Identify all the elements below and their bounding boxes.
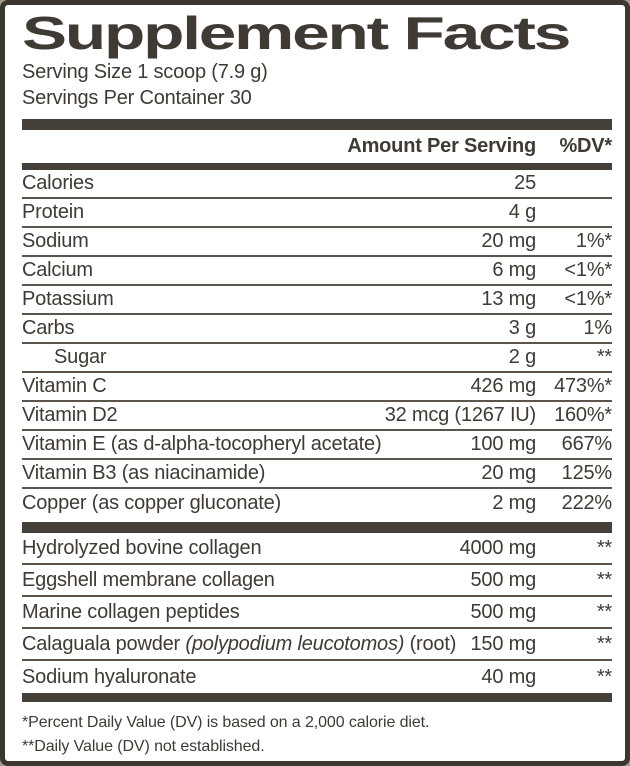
amount-value: 40 mg — [481, 665, 536, 688]
ingredient-name: Marine collagen peptides — [22, 600, 240, 623]
divider-bar-thick — [22, 522, 612, 533]
amount-value: 4 g — [508, 201, 536, 223]
amount-value: 32 mcg (1267 IU) — [384, 404, 536, 426]
table-row — [22, 431, 612, 460]
dv-value: 473%* — [554, 375, 612, 397]
dv-value: 222% — [561, 492, 612, 514]
amount-value: 150 mg — [470, 632, 536, 655]
ingredient-name: Vitamin B3 (as niacinamide) — [22, 462, 266, 484]
nutrient-rows-section — [22, 170, 612, 518]
table-row — [22, 565, 612, 597]
table-row — [22, 373, 612, 402]
dv-value: 160%* — [554, 404, 612, 426]
footnote-dv-not-established: **Daily Value (DV) not established. — [22, 737, 265, 755]
ingredient-name: Vitamin C — [22, 375, 107, 397]
footnotes — [22, 711, 612, 758]
ingredient-name: Vitamin D2 — [22, 404, 118, 426]
dv-value: 667% — [561, 433, 612, 455]
amount-value: 500 mg — [470, 568, 536, 591]
amount-value: 100 mg — [470, 433, 536, 455]
dv-value: ** — [596, 346, 612, 368]
amount-value: 500 mg — [470, 600, 536, 623]
amount-value: 2 mg — [492, 492, 536, 514]
dv-header: %DV* — [559, 135, 612, 157]
dv-value: ** — [596, 536, 612, 559]
table-row — [22, 489, 612, 518]
amount-value: 426 mg — [470, 375, 536, 397]
table-row — [22, 344, 612, 373]
ingredient-name: Potassium — [22, 288, 114, 310]
amount-value: 4000 mg — [459, 536, 536, 559]
divider-bar-thick — [22, 119, 612, 130]
table-row — [22, 460, 612, 489]
dv-value: 125% — [561, 462, 612, 484]
ingredient-name: Eggshell membrane collagen — [22, 568, 275, 591]
amount-value: 25 — [514, 172, 536, 194]
dv-value: <1%* — [564, 288, 612, 310]
amount-per-serving-header: Amount Per Serving — [347, 135, 536, 157]
table-row — [22, 402, 612, 431]
ingredient-name: Copper (as copper gluconate) — [22, 492, 281, 514]
divider-bar-medium — [22, 163, 612, 170]
divider-bar-thick — [22, 693, 612, 702]
scientific-name: (polypodium leucotomos) — [185, 632, 405, 655]
table-row — [22, 286, 612, 315]
table-row — [22, 170, 612, 199]
ingredient-name: Sodium — [22, 230, 89, 252]
ingredient-name: Carbs — [22, 317, 75, 339]
amount-value: 13 mg — [481, 288, 536, 310]
dv-value: ** — [596, 665, 612, 688]
ingredient-name: Calories — [22, 172, 94, 194]
table-row — [22, 597, 612, 629]
table-row — [22, 629, 612, 661]
amount-value: 6 mg — [492, 259, 536, 281]
dv-value: <1%* — [564, 259, 612, 281]
table-row — [22, 315, 612, 344]
panel-title: Supplement Facts — [22, 7, 570, 59]
dv-value: ** — [596, 568, 612, 591]
ingredient-name: Sodium hyaluronate — [22, 665, 197, 688]
amount-value: 3 g — [508, 317, 536, 339]
table-row — [22, 228, 612, 257]
ingredient-name: Protein — [22, 201, 84, 223]
servings-per-container: Servings Per Container 30 — [22, 87, 252, 109]
ingredient-name: Vitamin E (as d-alpha-tocopheryl acetate) — [22, 433, 382, 455]
dv-value: 1%* — [575, 230, 612, 252]
ingredient-name: Calaguala powder (polypodium leucotomos) (root) — [22, 632, 457, 655]
serving-size: Serving Size 1 scoop (7.9 g) — [22, 61, 268, 83]
dv-value: ** — [596, 600, 612, 623]
amount-value: 20 mg — [481, 462, 536, 484]
ingredient-name: Hydrolyzed bovine collagen — [22, 536, 262, 559]
amount-value: 2 g — [508, 346, 536, 368]
ingredient-name: Sugar — [54, 346, 107, 368]
ingredient-name: Calcium — [22, 259, 93, 281]
table-row — [22, 257, 612, 286]
table-row — [22, 533, 612, 565]
table-row — [22, 199, 612, 228]
amount-value: 20 mg — [481, 230, 536, 252]
ingredient-rows-section — [22, 533, 612, 693]
dv-value: 1% — [583, 317, 612, 339]
dv-value: ** — [596, 632, 612, 655]
table-row — [22, 661, 612, 693]
footnote-percent-dv: *Percent Daily Value (DV) is based on a 2,000 calorie diet. — [22, 714, 430, 731]
column-header-row — [22, 130, 612, 163]
